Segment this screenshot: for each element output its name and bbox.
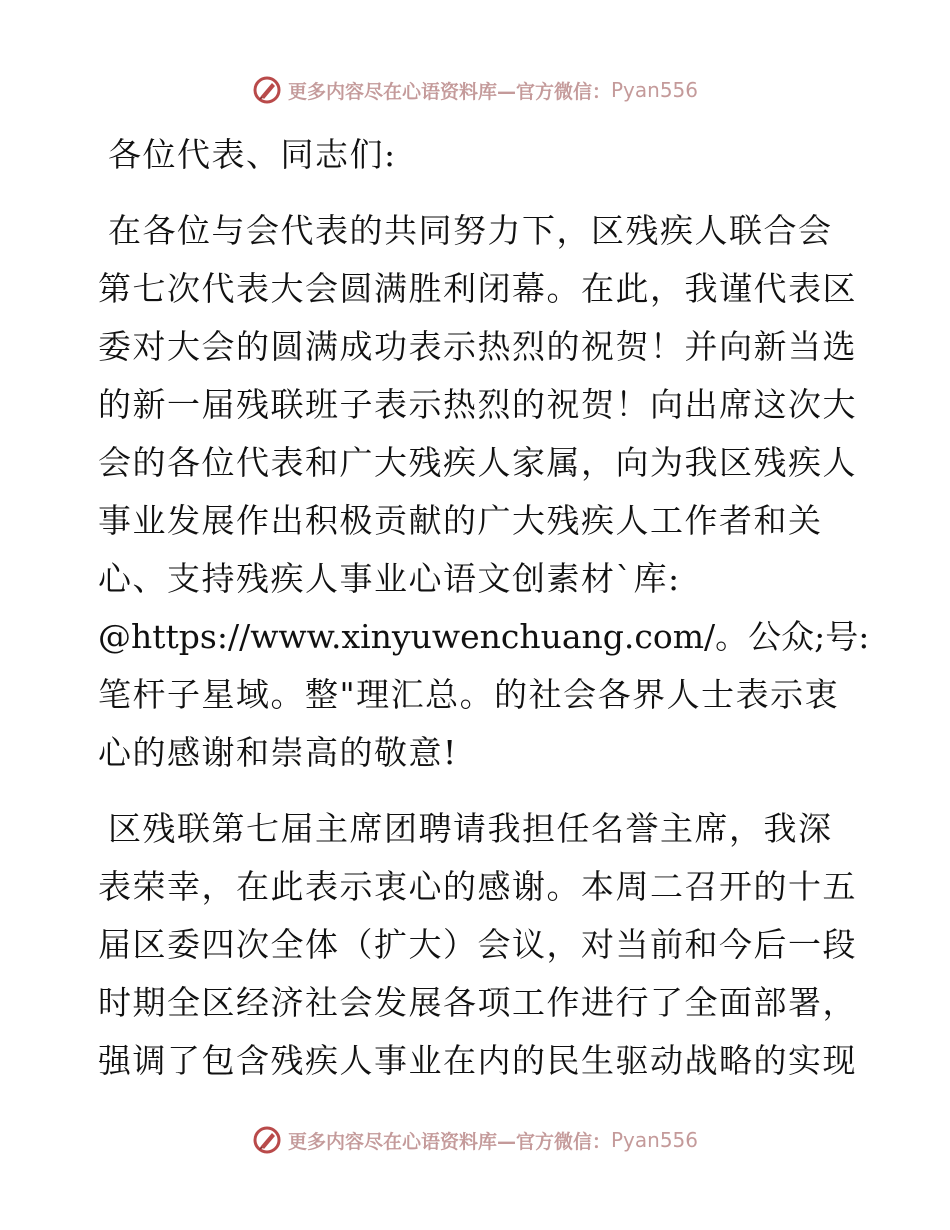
text-line: 委对大会的圆满成功表示热烈的祝贺！并向新当选 — [98, 327, 857, 366]
paragraph-2 — [98, 800, 858, 1090]
text-line: 强调了包含残疾人事业在内的民生驱动战略的实现 — [98, 1041, 857, 1080]
text-line: 心的感谢和崇高的敬意! — [98, 733, 458, 772]
text-line: 表荣幸，在此表示衷心的感谢。本周二召开的十五 — [98, 867, 857, 906]
text-line: 在各位与会代表的共同努力下，区残疾人联合会 — [108, 211, 833, 250]
wechat-id: Pyan556 — [611, 1128, 699, 1152]
text-line: 时期全区经济社会发展各项工作进行了全面部署， — [98, 983, 857, 1022]
text-line: 第七次代表大会圆满胜利闭幕。在此，我谨代表区 — [98, 269, 857, 308]
text-line: 笔杆子星域。整"理汇总。的社会各界人士表示衷 — [98, 675, 840, 714]
wechat-id: Pyan556 — [611, 78, 699, 102]
pen-circle-logo-icon — [252, 1125, 282, 1155]
salutation: 各位代表、同志们: — [108, 135, 397, 174]
document-body — [98, 126, 870, 1090]
paragraph-1 — [98, 202, 870, 782]
pen-circle-logo-icon — [252, 75, 282, 105]
text-line: 的新一届残联班子表示热烈的祝贺！向出席这次大 — [98, 385, 857, 424]
text-line: 会的各位代表和广大残疾人家属，向为我区残疾人 — [98, 443, 857, 482]
banner-text: 更多内容尽在心语资料库—官方微信： — [287, 1130, 611, 1153]
banner-text: 更多内容尽在心语资料库—官方微信： — [287, 80, 611, 103]
text-line: 事业发展作出积极贡献的广大残疾人工作者和关 — [98, 501, 823, 540]
footer-banner — [0, 1120, 950, 1160]
header-banner — [0, 70, 950, 110]
text-line: @https://www.xinyuwenchuang.com/。公众;号: — [98, 617, 870, 656]
text-line: 届区委四次全体（扩大）会议，对当前和今后一段 — [98, 925, 857, 964]
text-line: 区残联第七届主席团聘请我担任名誉主席，我深 — [108, 809, 833, 848]
text-line: 心、支持残疾人事业心语文创素材`库: — [98, 559, 681, 598]
